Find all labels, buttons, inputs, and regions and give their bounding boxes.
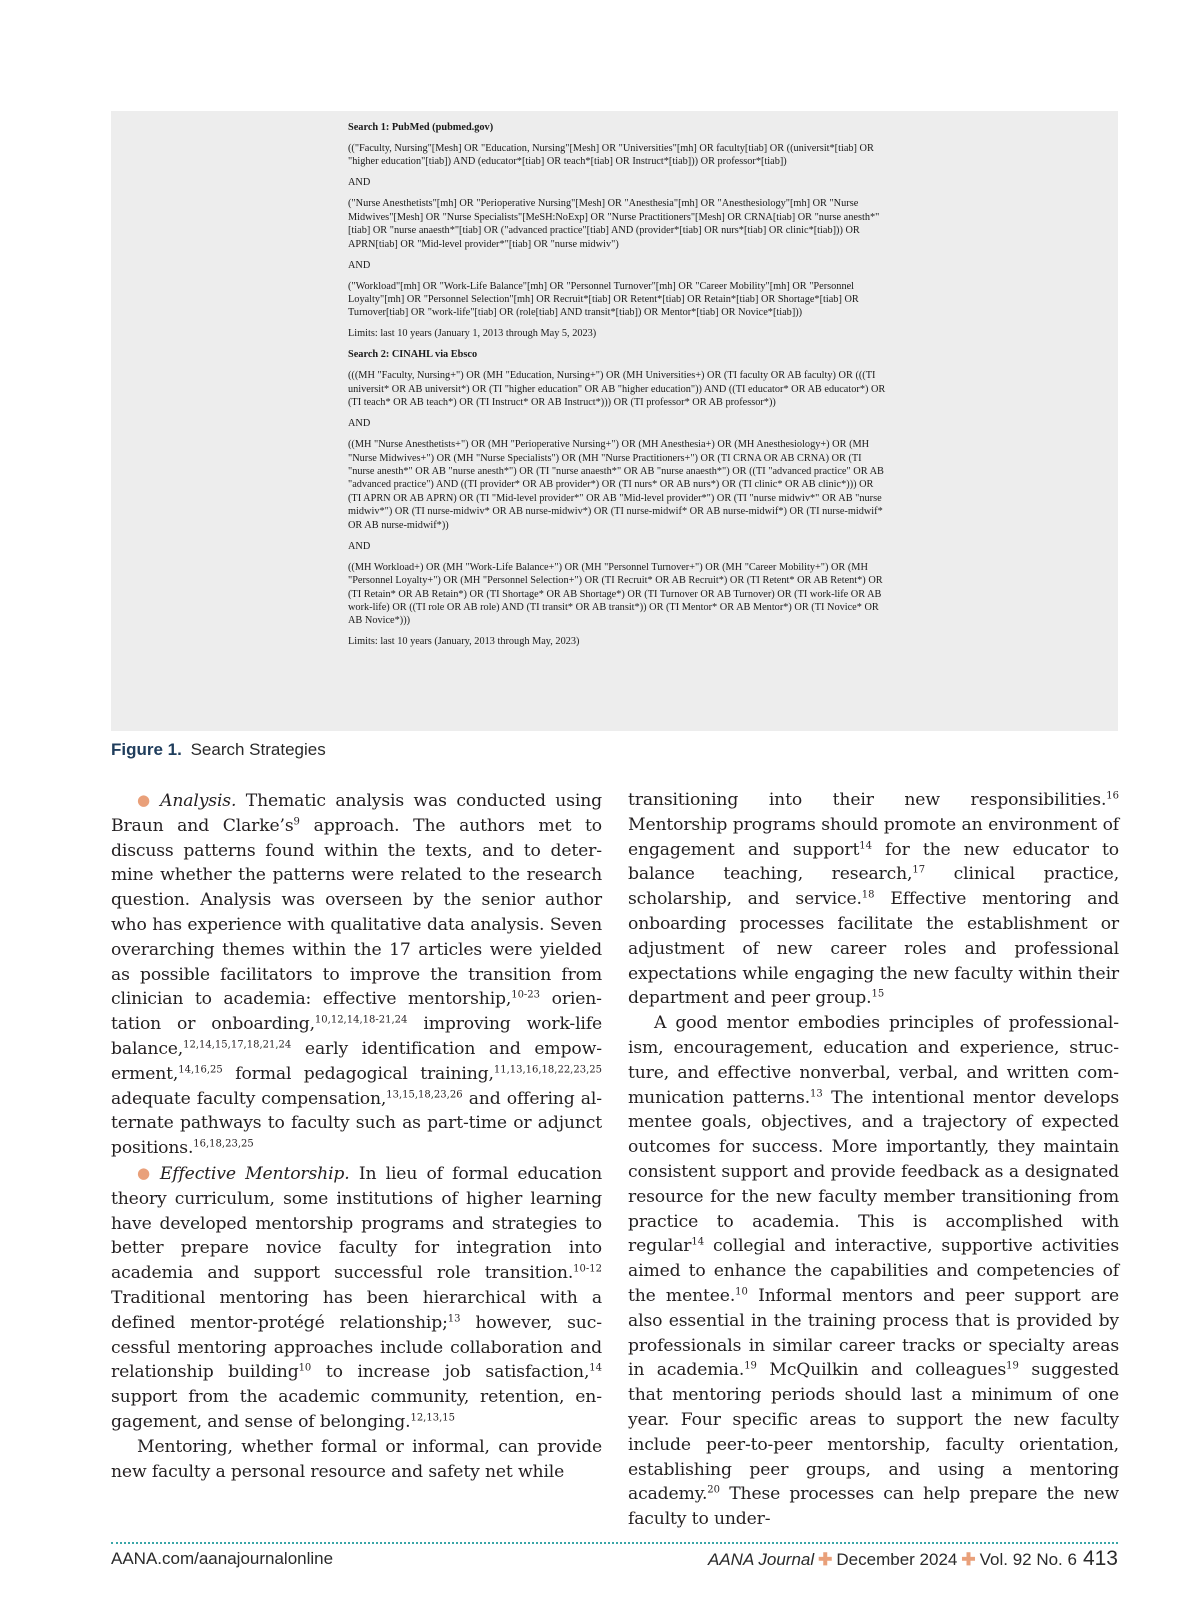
citation: 10 — [735, 1286, 748, 1298]
citation: 19 — [744, 1360, 757, 1372]
citation: 9 — [293, 816, 300, 828]
citation: 14 — [691, 1236, 705, 1248]
text-span: orientation or onboarding, — [111, 989, 602, 1035]
figure-caption-label: Figure 1. — [111, 740, 182, 759]
citation: 14,16,25 — [178, 1064, 223, 1076]
citation: 11,13,16,18,22,23,25 — [493, 1064, 602, 1076]
search2-query-3: ((MH Workload+) OR (MH "Work-Life Balance+") OR (MH "Personnel Turnover+") OR (MH "Career Mobility+") OR (MH "Personnel Loyalty+") OR (MH "Personnel Selection+") OR (TI Recruit* OR AB Recruit*) OR (TI Retent* OR AB Retent*) OR (TI Retain* OR AB Retain*) OR (TI Shortage* OR AB Shortage*) OR (TI Turnover OR AB Turnover) OR (TI work-life OR AB work-life) OR ((TI role OR AB role) AND (TI transit* OR AB transit*)) OR (TI Mentor* OR AB Mentor*) OR (TI Novice* OR AB Novice*))) — [348, 561, 883, 627]
volume-number: Vol. 92 No. 6 — [979, 1550, 1077, 1569]
text-span: clinical practice, scholarship, and service. — [628, 864, 1120, 910]
citation: 16,18,23,25 — [193, 1138, 254, 1150]
text-span: however, successful mentoring approaches include collaboration and relationship building — [111, 1312, 602, 1383]
text-span: A good mentor embodies principles of professionalism, encouragement, education and experience, structure, and effective nonverbal, verbal, and written communication patterns. — [628, 1013, 1119, 1108]
search2-limits: Limits: last 10 years (January, 2013 through May, 2023) — [348, 636, 580, 648]
citation: 13,15,18,23,26 — [386, 1088, 463, 1100]
citation: 13 — [447, 1313, 461, 1324]
citation: 10 — [298, 1362, 312, 1374]
paragraph-analysis — [111, 788, 602, 1161]
text-span: Traditional mentoring has been hierarchical with a defined mentor-protégé relationship; — [111, 1287, 602, 1333]
text-span: adequate faculty compensation, — [111, 1088, 387, 1109]
citation: 14 — [589, 1362, 602, 1374]
citation: 15 — [871, 988, 885, 1000]
bullet-icon: ● — [137, 1163, 154, 1182]
footer-citation — [708, 1547, 1118, 1571]
section-head-analysis: Analysis. — [160, 791, 237, 811]
paragraph-effective-mentorship — [111, 1161, 602, 1435]
citation: 18 — [861, 889, 875, 901]
text-span: McQuilkin and colleagues — [756, 1360, 1007, 1381]
left-column — [111, 788, 602, 1484]
citation: 10-23 — [511, 989, 541, 1001]
text-span: formal pedagogical training, — [222, 1063, 494, 1084]
plus-icon: ✚ — [818, 1550, 833, 1569]
search2-query-1: (((MH "Faculty, Nursing+") OR (MH "Education, Nursing+") OR (MH Universities+) OR (TI faculty OR AB faculty) OR (((TI universit* OR AB universit*) OR (TI "higher education" OR AB "higher education")) AND ((TI educator* OR AB educator*) OR (TI teach* OR AB teach*) OR (TI Instruct* OR AB Instruct*))) OR (TI professor* OR AB professor*)) — [348, 370, 886, 409]
footer-divider — [111, 1542, 1118, 1544]
citation: 12,13,15 — [410, 1412, 455, 1424]
search-strategy-text — [348, 121, 888, 656]
right-column — [628, 788, 1119, 1532]
text-span: Thematic analysis was conducted using Braun and Clarke’s — [111, 791, 602, 836]
text-span: approach. The authors met to discuss patterns found within the texts, and to determine whether the patterns were related to the research question. Analysis was overseen by the senior author who has experience with qualitative data analysis. Seven overarching themes within the 17 articles were yielded as possible facilitators to improve the transition from clinician to academia: effective mentorship, — [111, 815, 603, 1010]
text-span: Effective mentoring and onboarding processes facilitate the establishment or adjustment of new career roles and professional expectations while engaging the new faculty within their department and peer group. — [628, 889, 1119, 1009]
journal-name: AANA Journal — [707, 1550, 815, 1569]
search1-query-2: ("Nurse Anesthetists"[mh] OR "Perioperative Nursing"[Mesh] OR "Anesthesia"[mh] OR "Anesthesiology"[mh] OR "Nurse Midwives"[Mesh] OR "Nurse Specialists"[MeSH:NoExp] OR "Nurse Practitioners"[Mesh] OR CRNA[tiab] OR "nurse anesth*"[tiab] OR "nurse anaesth*"[tiab] OR ("advanced practice"[tiab] AND (provider*[tiab] OR nurs*[tiab] OR clinic*[tiab])) OR APRN[tiab] OR "Mid-level provider*"[tiab] OR "nurse midwiv") — [348, 198, 880, 250]
citation: 13 — [810, 1087, 823, 1099]
plus-icon: ✚ — [961, 1550, 976, 1569]
search1-and-1: AND — [348, 177, 371, 189]
citation: 16 — [1106, 790, 1119, 802]
search1-and-2: AND — [348, 259, 371, 271]
text-span: Mentoring, whether formal or informal, can provide new faculty a personal resource and safety net while — [111, 1436, 602, 1482]
citation: 10-12 — [573, 1263, 602, 1275]
search1-query-3: ("Workload"[mh] OR "Work-Life Balance"[mh] OR "Personnel Turnover"[mh] OR "Career Mobility"[mh] OR "Personnel Loyalty"[mh] OR "Personnel Selection"[mh] OR Recruit*[tiab] OR Retent*[tiab] OR Retain*[tiab] OR Shortage*[tiab] OR Turnover[tiab] OR "work-life"[tiab] OR (role[tiab] AND transit*[tiab]) OR Mentor*[tiab] OR Novice*[tiab])) — [348, 280, 859, 319]
search2-and-2: AND — [348, 540, 371, 552]
text-span: suggested that mentoring periods should last a minimum of one year. Four specific areas to support the new faculty include peer-to-peer mentorship, faculty orientation, establishing peer groups, and using a mentoring academy. — [628, 1360, 1119, 1505]
text-span: collegial and interactive, supportive activities aimed to enhance the capabilities and competencies of the mentee. — [628, 1236, 1119, 1306]
figure-caption — [111, 740, 326, 760]
issue-date: December 2024 — [836, 1550, 958, 1569]
text-span: and offering alternate pathways to faculty such as part-time or adjunct positions. — [111, 1088, 602, 1159]
text-span: In lieu of formal education theory curriculum, some institutions of higher learning have developed mentorship programs and strategies to better prepare novice faculty for integration into academia and support successful role transition. — [111, 1163, 602, 1284]
text-span: Mentorship programs should promote an environment of engagement and support — [628, 814, 1119, 860]
text-span: support from the academic community, retention, engagement, and sense of belonging. — [111, 1387, 602, 1432]
search2-query-2: ((MH "Nurse Anesthetists+") OR (MH "Perioperative Nursing+") OR (MH Anesthesia+) OR (MH Anesthesiology+) OR (MH "Nurse Midwives+") OR (MH "Nurse Specialists") OR (MH "Nurse Practitioners+") OR (TI CRNA OR AB CRNA) OR (TI "nurse anesth*" OR AB "nurse anesth*") OR (TI "nurse anaesth*" OR AB "nurse anaesth*") OR ((TI "advanced practice" OR AB "advanced practice") AND ((TI provider* OR AB provider*) OR (TI nurs* OR AB nurs*) OR (TI clinic* OR AB clinic*))) OR (TI APRN OR AB APRN) OR (TI "Mid-level provider*" OR AB "Mid-level provider*") OR (TI "nurse midwiv*" OR AB "nurse midwiv*") OR (TI nurse-midwiv* OR AB nurse-midwiv*) OR (TI nurse-midwif* OR AB nurse-midwif*) OR (TI nurse-midwif* OR AB nurse-midwif*)) — [348, 439, 884, 531]
citation: 19 — [1006, 1360, 1019, 1372]
figure-search-strategies — [111, 111, 1118, 731]
search1-query-1: (("Faculty, Nursing"[Mesh] OR "Education, Nursing"[Mesh] OR "Universities"[mh] OR faculty[tiab] OR ((universit*[tiab] OR "higher education"[tiab]) AND (educator*[tiab] OR teach*[tiab] OR Instruct*[tiab])) OR professor*[tiab]) — [348, 143, 874, 168]
text-span: These processes can help prepare the new faculty to under- — [628, 1484, 1119, 1530]
search1-heading: Search 1: PubMed (pubmed.gov) — [348, 122, 494, 133]
paragraph-continuation — [628, 788, 1119, 1011]
figure-caption-text: Search Strategies — [190, 740, 326, 759]
footer-url[interactable]: AANA.com/aanajournalonline — [111, 1549, 334, 1568]
paragraph-mentoring — [111, 1435, 602, 1485]
search2-heading: Search 2: CINAHL via Ebsco — [348, 349, 478, 361]
text-span: Informal mentors and peer support are also essential in the training process that is provided by professionals in similar career tracks or specialty areas in academia. — [628, 1285, 1119, 1381]
text-span: for the new educator to balance teaching, research, — [628, 839, 1120, 885]
text-span: early identification and empowerment, — [111, 1038, 602, 1084]
text-span: The intentional mentor develops mentee goals, objectives, and a trajectory of expected outcomes for success. More importantly, they maintain consistent support and provide feedback as a designated resource for the new faculty member transitioning from practice to academia. This is accomplished with regular — [628, 1087, 1119, 1257]
text-span: improving work-life balance, — [111, 1014, 602, 1059]
search1-limits: Limits: last 10 years (January 1, 2013 through May 5, 2023) — [348, 328, 597, 340]
citation: 14 — [859, 839, 872, 851]
text-span: transitioning into their new responsibilities. — [628, 790, 1107, 810]
section-head-mentorship: Effective Mentorship. — [159, 1163, 350, 1184]
text-span: to increase job satisfaction, — [311, 1362, 590, 1383]
search2-and-1: AND — [348, 418, 371, 430]
bullet-icon: ● — [137, 791, 155, 809]
paragraph-good-mentor — [628, 1011, 1119, 1532]
page-number: 413 — [1082, 1547, 1118, 1570]
citation: 10,12,14,18-21,24 — [314, 1014, 408, 1026]
citation: 12,14,15,17,18,21,24 — [183, 1039, 292, 1051]
citation: 17 — [912, 864, 926, 876]
citation: 20 — [707, 1484, 721, 1496]
